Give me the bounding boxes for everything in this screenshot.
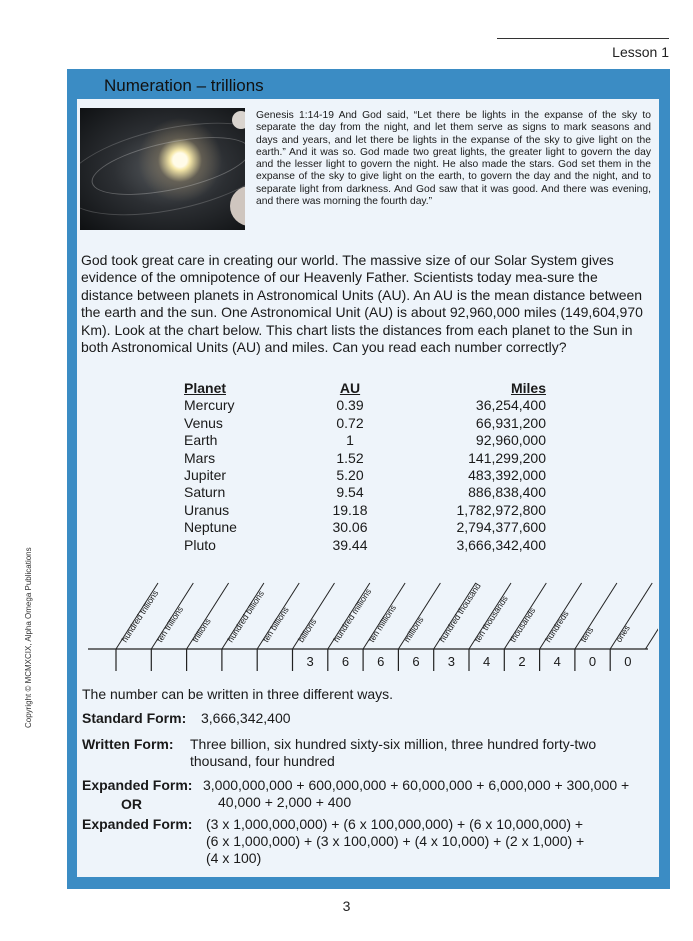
au-cell: 0.39 [336, 397, 364, 414]
expanded-form-line: 3,000,000,000 + 600,000,000 + 60,000,000 + 6,000,000 + 300,000 + [203, 777, 630, 793]
place-value-label: hundred trillions [119, 588, 161, 645]
planet-icon [232, 111, 245, 129]
au-cell: 9.54 [336, 484, 364, 501]
place-value-digit: 2 [518, 654, 526, 669]
page-number: 3 [342, 898, 351, 914]
place-value-label: ten billions [260, 604, 291, 645]
lesson-label: Lesson 1 [612, 44, 669, 60]
place-value-label: ten thousands [472, 593, 510, 645]
miles-cell: 141,299,200 [468, 449, 546, 466]
solar-system-image [80, 108, 245, 230]
miles-cell: 483,392,000 [468, 467, 546, 484]
place-value-digit: 4 [553, 654, 561, 669]
place-value-slash [646, 583, 659, 649]
au-cell: 0.72 [336, 414, 364, 431]
place-value-label: millions [401, 614, 426, 645]
place-value-label: ones [613, 623, 632, 645]
copyright-notice: Copyright © MCMXCIX, Alpha Omega Publications [24, 547, 33, 728]
planet-cell: Venus [184, 414, 223, 431]
au-cell: 1.52 [336, 449, 364, 466]
au-cell: 19.18 [332, 501, 368, 518]
expanded-form-line: (6 x 1,000,000) + (3 x 100,000) + (4 x 10,000) + (2 x 1,000) + [206, 833, 585, 849]
place-value-label: thousands [507, 605, 538, 645]
expanded-form-label: Expanded Form: [82, 777, 193, 793]
place-value-label: hundred billions [225, 588, 267, 645]
planet-cell: Neptune [184, 519, 237, 536]
written-form-label: Written Form: [82, 736, 174, 752]
expanded-form-line: 40,000 + 2,000 + 400 [218, 794, 352, 810]
planet-column [184, 380, 294, 554]
au-cell: 5.20 [336, 467, 364, 484]
miles-column [420, 380, 546, 554]
place-value-label: hundreds [542, 608, 571, 645]
miles-header: Miles [510, 380, 546, 396]
miles-cell: 66,931,200 [475, 414, 546, 431]
miles-cell: 92,960,000 [475, 432, 546, 449]
scripture-passage: Genesis 1:14-19 And God said, “Let there be lights in the expanse of the sky to separate the day from the night, and let them serve as signs to mark seasons and days and years, and let there be lights in the expanse of the sky to give light on the earth.” And it was so. God made two great lights, the greater light to govern the day and the lesser light to govern the night. He also made the stars. God set them in the expanse of the sky to give light on the earth, to govern the day and the night, and to separate light from darkness. And God saw that it was good. And there was evening, and there was morning the fourth day.” [256, 110, 651, 208]
planet-cell: Mars [184, 449, 216, 466]
place-value-digit: 6 [341, 654, 350, 669]
expanded-form-line: (4 x 100) [206, 850, 262, 866]
miles-cell: 1,782,972,800 [456, 501, 546, 518]
or-label: OR [121, 796, 142, 812]
place-value-digit: 4 [483, 654, 491, 669]
planet-cell: Jupiter [184, 467, 227, 484]
standard-form-value: 3,666,342,400 [201, 710, 291, 726]
miles-cell: 36,254,400 [475, 397, 546, 414]
planet-cell: Mercury [184, 397, 235, 414]
au-cell: 1 [346, 432, 354, 449]
planet-cell: Pluto [184, 536, 216, 553]
lesson-title: Numeration – trillions [104, 76, 264, 95]
au-cell: 39.44 [332, 536, 368, 553]
place-value-digit: 6 [377, 654, 385, 669]
planet-cell: Saturn [184, 484, 226, 501]
place-value-digit: 0 [624, 654, 632, 669]
planet-header: Planet [184, 380, 227, 396]
place-value-label: tens [578, 625, 596, 645]
expanded-form-label: Expanded Form: [82, 816, 193, 832]
place-value-label: trillions [189, 616, 213, 645]
place-value-label: hundred millions [331, 586, 374, 645]
miles-cell: 886,838,400 [468, 484, 546, 501]
expanded-form-line: (3 x 1,000,000,000) + (6 x 100,000,000) + (6 x 10,000,000) + [206, 816, 584, 832]
place-value-digit: 6 [412, 654, 420, 669]
place-value-label: billions [295, 616, 319, 645]
au-column [320, 380, 380, 554]
header-rule [497, 38, 669, 39]
au-header: AU [339, 380, 361, 396]
standard-form-label: Standard Form: [82, 710, 187, 726]
written-form-line: Three billion, six hundred sixty-six million, three hundred forty-two [190, 736, 597, 752]
miles-cell: 2,794,377,600 [456, 519, 546, 536]
place-value-label: hundred thousand [436, 581, 483, 645]
place-value-digit: 3 [306, 654, 314, 669]
planet-cell: Uranus [184, 501, 230, 518]
place-value-label: ten trillions [154, 604, 186, 645]
place-value-label: ten millions [366, 602, 398, 645]
miles-cell: 3,666,342,400 [456, 536, 546, 553]
planet-cell: Earth [184, 432, 218, 449]
au-cell: 30.06 [332, 519, 368, 536]
place-value-chart [78, 565, 658, 685]
intro-paragraph: God took great care in creating our world. The massive size of our Solar System gives evidence of the omnipotence of our Heavenly Father. Scientists today mea-sure the distance between planets in Astronomical Units (AU). An AU is the mean distance between the earth and the sun. One Astronomical Unit (AU) is about 92,960,000 miles (149,604,970 Km). Look at the chart below. This chart lists the distances from each planet to the Sun in both Astronomical Units (AU) and miles. Can you read each number correctly? [81, 252, 643, 356]
place-value-digit: 0 [588, 654, 597, 669]
written-form-line: thousand, four hundred [190, 753, 335, 769]
forms-intro: The number can be written in three different ways. [82, 686, 394, 702]
place-value-digit: 3 [447, 654, 455, 669]
